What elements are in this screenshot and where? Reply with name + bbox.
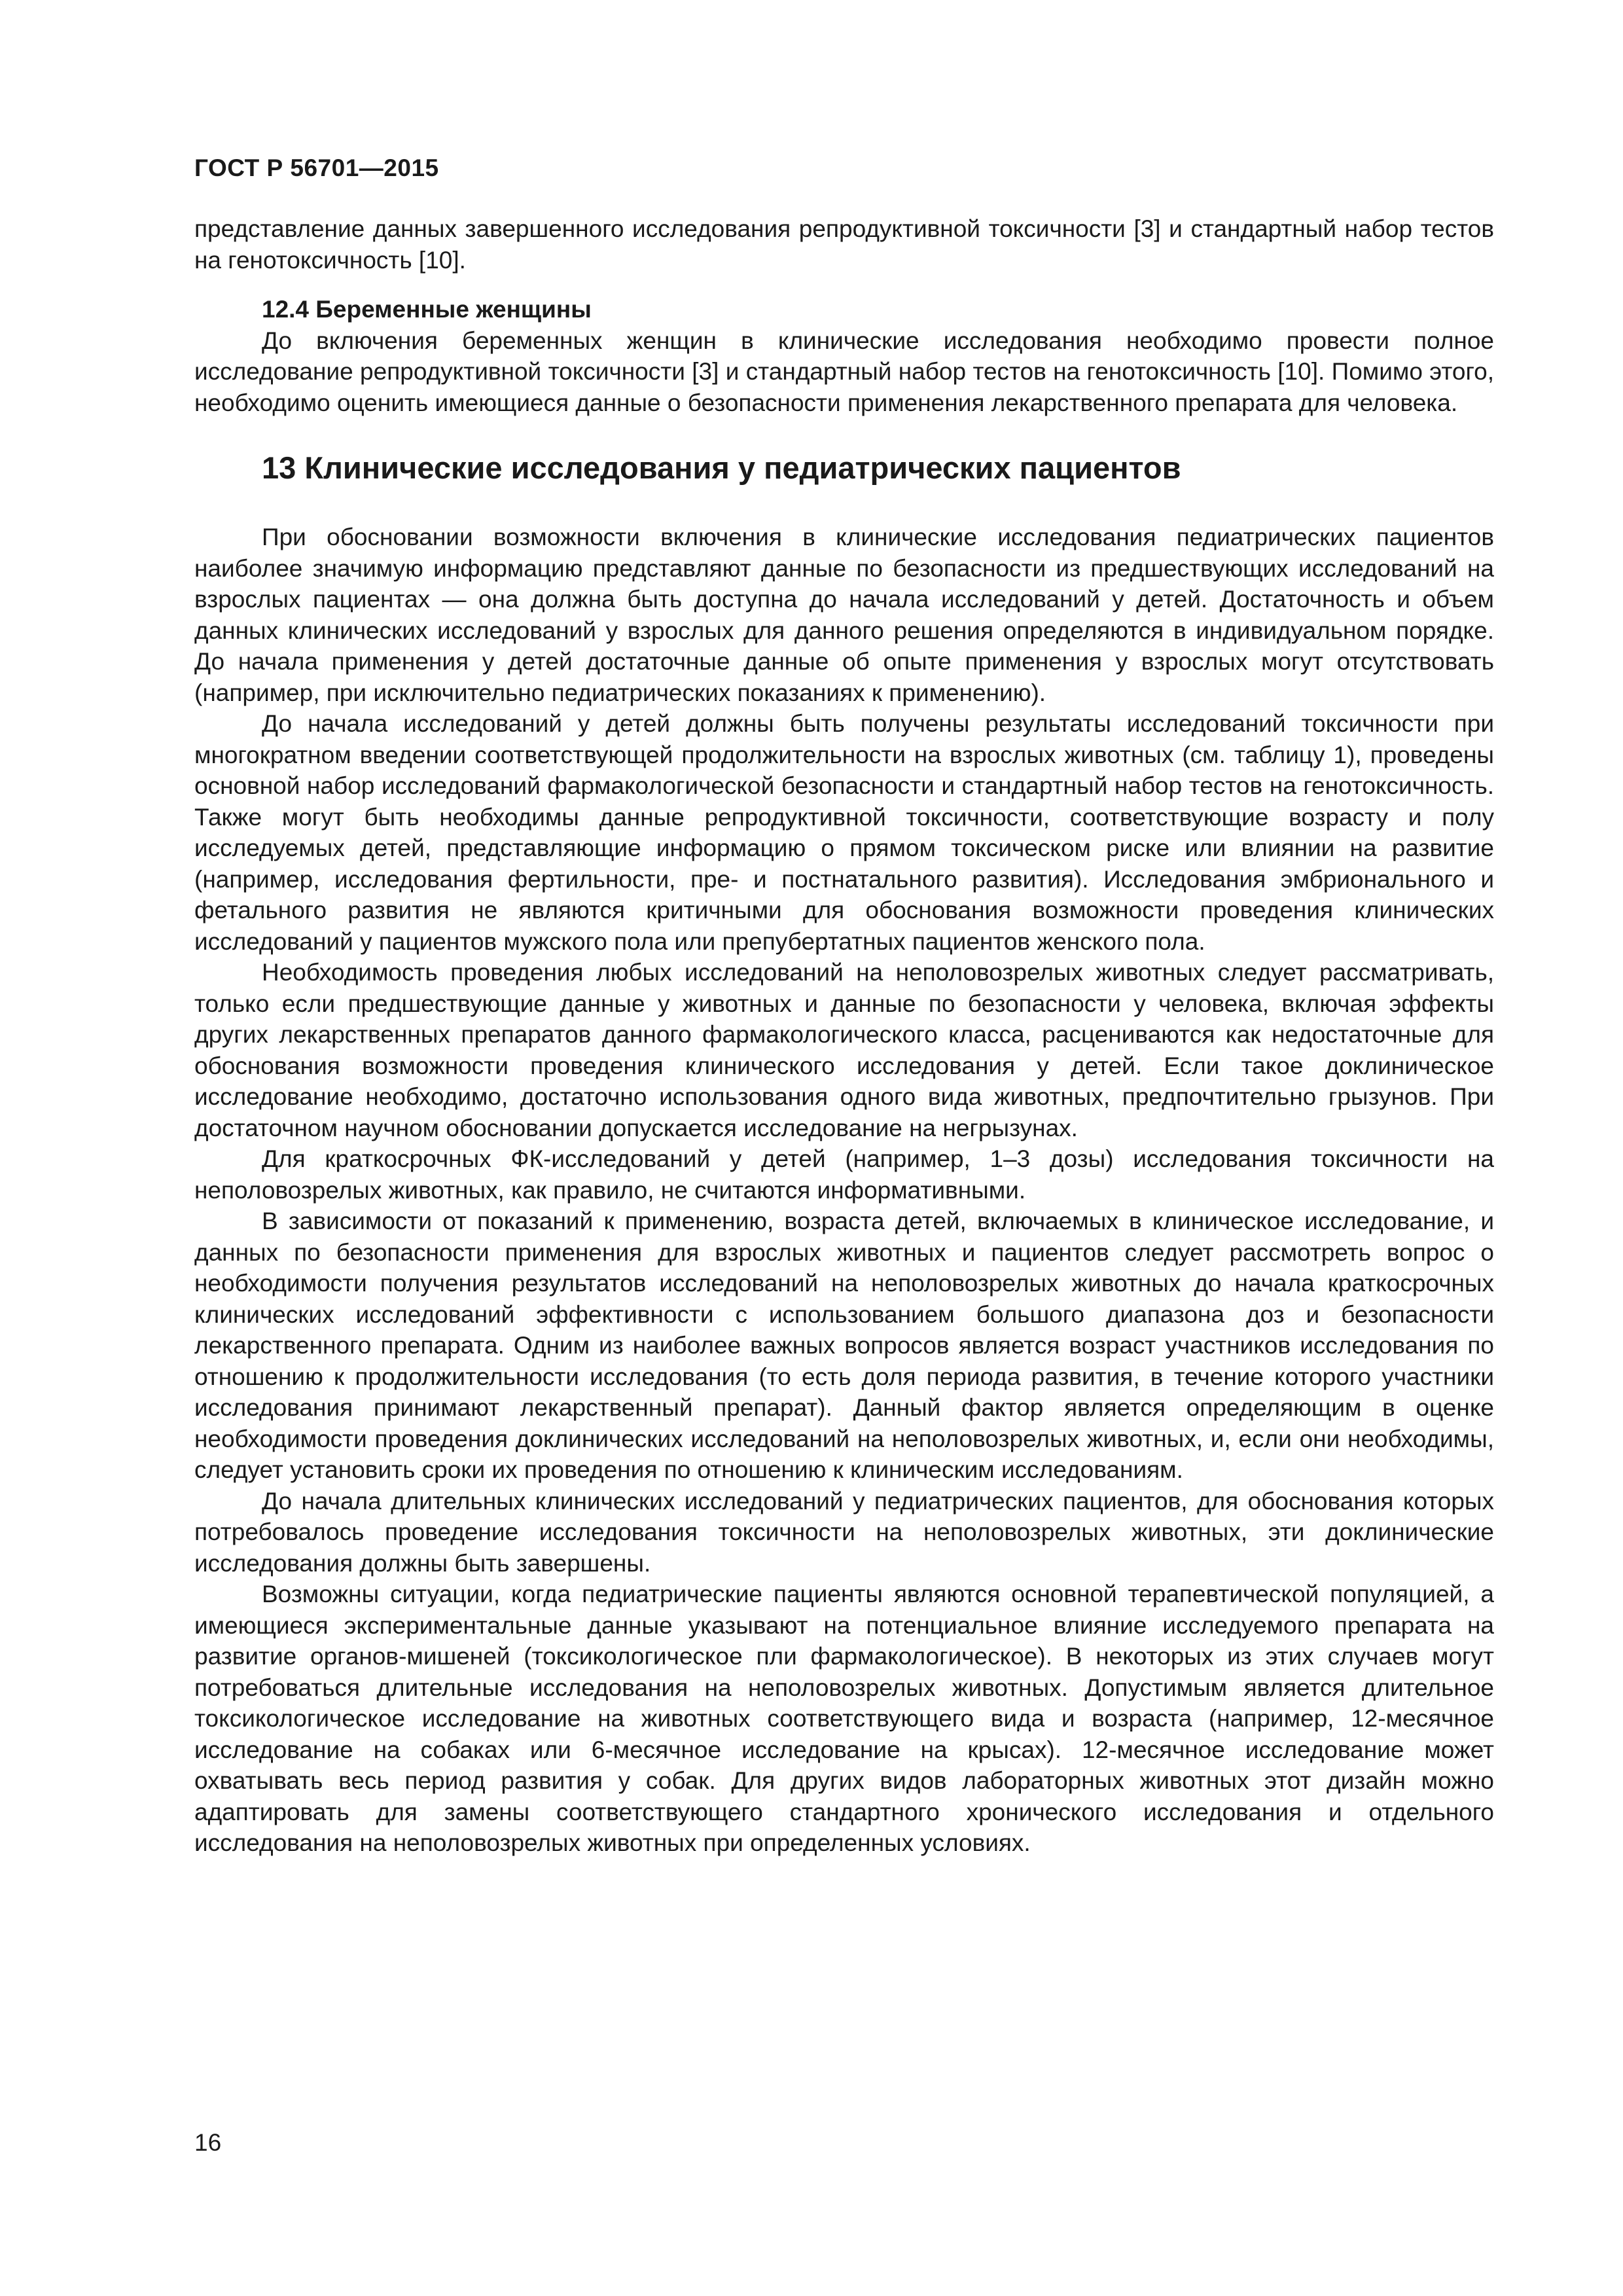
section-paragraph-6: До начала длительных клинических исследований у педиатрических пациентов, для обоснования которых потребовалось проведение исследования токсичности на неполовозрелых животных, эти доклинические исследования должны быть завершены.: [194, 1487, 1494, 1577]
page-number: 16: [194, 2129, 222, 2156]
section-paragraph-2: До начала исследований у детей должны быть получены результаты исследований токсичности при многократном введении соответствующей продолжительности на взрослых животных (см. таблицу 1), проведены основной набор исследований фармакологической безопасности и стандартный набор тестов на генотоксичность. Также могут быть необходимы данные репродуктивной токсичности, соответствующие возрасту и полу исследуемых детей, представляющие информацию о прямом токсическом риске или влиянии на развитие (например, исследования фертильности, пре- и постнатального развития). Исследования эмбрионального и фетального развития не являются критичными для обоснования возможности проведения клинических исследований у пациентов мужского пола или препубертатных пациентов женского пола.: [194, 710, 1494, 955]
section-paragraph-4: Для краткосрочных ФК-исследований у детей (например, 1–3 дозы) исследования токсичности на неполовозрелых животных, как правило, не считаются информативными.: [194, 1145, 1494, 1204]
section-paragraph-1: При обосновании возможности включения в клинические исследования педиатрических пациентов наиболее значимую информацию представляют данные по безопасности из предшествующих исследований на взрослых пациентах — она должна быть доступна до начала исследований у детей. Достаточность и объем данных клинических исследований у взрослых для данного решения определяются в индивидуальном порядке. До начала применения у детей достаточные данные об опыте применения у взрослых могут отсутствовать (например, при исключительно педиатрических показаниях к применению).: [194, 524, 1494, 706]
document-code-header: ГОСТ Р 56701—2015: [194, 154, 439, 181]
section-title: 13 Клинические исследования у педиатрических пациентов: [262, 450, 1181, 485]
section-paragraph-5: В зависимости от показаний к применению, возраста детей, включаемых в клиническое исследование, и данных по безопасности применения для взрослых животных и пациентов следует рассмотреть вопрос о необходимости получения результатов исследований на неполовозрелых животных до начала краткосрочных клинических исследований эффективности с использованием большого диапазона доз и безопасности лекарственного препарата. Одним из наиболее важных вопросов является возраст участников исследования по отношению к продолжительности исследования (то есть доля периода развития, в течение которого участники исследования принимают лекарственный препарат). Данный фактор является определяющим в оценке необходимости проведения доклинических исследований на неполовозрелых животных, и, если они необходимы, следует установить сроки их проведения по отношению к клиническим исследованиям.: [194, 1208, 1494, 1483]
intro-paragraph: представление данных завершенного исследования репродуктивной токсичности [3] и стандартный набор тестов на генотоксичность [10].: [194, 215, 1494, 274]
section-paragraph-3: Необходимость проведения любых исследований на неполовозрелых животных следует рассматривать, только если предшествующие данные у животных и данные по безопасности у человека, включая эффекты других лекарственных препаратов данного фармакологического класса, расцениваются как недостаточные для обоснования возможности проведения клинического исследования у детей. Если такое доклиническое исследование необходимо, достаточно использования одного вида животных, предпочтительно грызунов. При достаточном научном обосновании допускается исследование на негрызунах.: [194, 959, 1494, 1141]
subsection-12-4: [194, 294, 1494, 418]
subsection-title: 12.4 Беременные женщины: [262, 296, 592, 323]
subsection-paragraph: До включения беременных женщин в клинические исследования необходимо провести полное исследование репродуктивной токсичности [3] и стандартный набор тестов на генотоксичность [10]. Помимо этого, необходимо оценить имеющиеся данные о безопасности применения лекарственного препарата для человека.: [194, 327, 1494, 416]
section-paragraph-7: Возможны ситуации, когда педиатрические пациенты являются основной терапевтической популяцией, а имеющиеся экспериментальные данные указывают на потенциальное влияние исследуемого препарата на развитие органов-мишеней (токсикологическое пли фармакологическое). В некоторых из этих случаев могут потребоваться длительные исследования на неполовозрелых животных. Допустимым является длительное токсикологическое исследование на животных соответствующего вида и возраста (например, 12-месячное исследование на собаках или 6-месячное исследование на крысах). 12-месячное исследование может охватывать весь период развития у собак. Для других видов лабораторных животных этот дизайн можно адаптировать для замены соответствующего стандартного хронического исследования и отдельного исследования на неполовозрелых животных при определенных условиях.: [194, 1581, 1494, 1856]
document-body: [194, 213, 1494, 1859]
